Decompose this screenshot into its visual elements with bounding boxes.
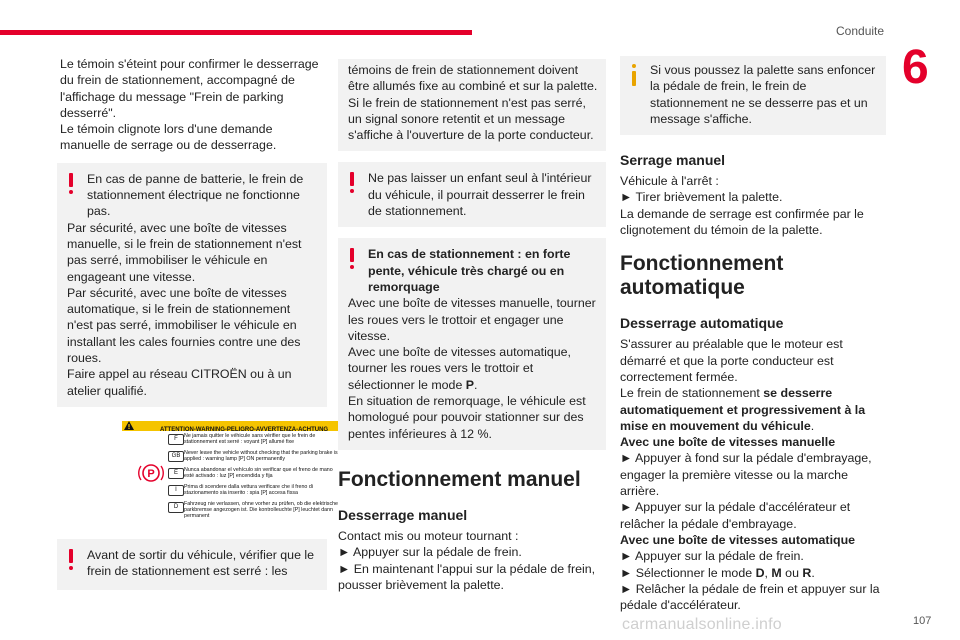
section-heading: Fonctionnement manuel xyxy=(338,467,581,491)
parking-brake-warning-label xyxy=(122,421,344,525)
warning-triangle-icon xyxy=(124,421,134,430)
label-row-text: Ne jamais quitter le véhicule sans vérifier que le frein de stationnement est serré : voyant [P] allumé fixe xyxy=(184,432,316,445)
warning-text: Avec une boîte de vitesses manuelle, tourner les roues vers le trottoir et engager une vitesse. xyxy=(348,296,596,343)
warning-box xyxy=(338,238,606,450)
flag-badge: I xyxy=(168,485,184,496)
flag-badge: F xyxy=(168,434,184,445)
warning-box-continued xyxy=(338,59,606,151)
parking-brake-icon xyxy=(136,461,166,485)
paragraph-bold: Avec une boîte de vitesses automatique xyxy=(620,532,856,547)
label-row-text: Never leave the vehicle without checking that the parking brake is applied : warning lamp [P] ON permanently xyxy=(184,449,338,462)
warning-text: Avant de sortir du véhicule, vérifier que le frein de stationnement est serré : les xyxy=(87,547,315,579)
warning-box xyxy=(57,163,327,407)
warning-box xyxy=(57,539,327,590)
warning-icon xyxy=(69,549,73,569)
column-1 xyxy=(60,56,338,590)
paragraph: Contact mis ou moteur tournant : xyxy=(338,528,519,543)
label-header xyxy=(122,421,344,431)
info-icon xyxy=(632,64,636,86)
warning-text: Par sécurité, avec une boîte de vitesses automatique, si le frein de stationnement n'est pas serré, immobiliser le véhicule en installant les cales fournies contre une des roues. xyxy=(67,285,301,366)
page-number: 107 xyxy=(913,615,932,627)
warning-icon xyxy=(69,173,73,193)
paragraph: ► Sélectionner le mode D, M ou R. xyxy=(620,565,815,580)
paragraph: ► Appuyer sur la pédale de frein. xyxy=(620,549,804,564)
warning-text: Ne pas laisser un enfant seul à l'intérieur du véhicule, il pourrait desserrer le frein de stationnement. xyxy=(368,171,592,219)
label-row-text: Fahrzeug nie verlassen, ohne vorher zu prüfen, ob die elektrische parkbremse angezogen ist. Die kontrolleuchte [P] leuchtet dann permanent xyxy=(184,500,338,519)
subsection-heading: Serrage manuel xyxy=(620,152,726,169)
warning-text: Avec une boîte de vitesses automatique, tourner les roues vers le trottoir et sélectionner le mode P. xyxy=(348,345,571,392)
flag-badge: D xyxy=(168,502,184,513)
paragraph: Véhicule à l'arrêt : xyxy=(620,174,719,189)
info-text: Si vous poussez la palette sans enfoncer la pédale de frein, le frein de stationnement ne se desserre pas et un message s'affiche. xyxy=(650,63,876,126)
label-row-text: Nunca abandonar el vehículo sin verificar que el freno de mano esté activado : luz [P] encendida y fija xyxy=(184,466,333,479)
paragraph: ► Tirer brièvement la palette. xyxy=(620,190,783,205)
section-title: Conduite xyxy=(836,24,885,38)
flag-badge: GB xyxy=(168,451,184,462)
label-header-text: ATTENTION-WARNING-PELIGRO-AVVERTENZA-ACHTUNG xyxy=(160,426,329,433)
paragraph-bold: Avec une boîte de vitesses manuelle xyxy=(620,435,836,450)
label-row-text: Prima di scendere dalla vettura verificare che il freno di stazionamento sia inserito : spia [P] accesa fissa xyxy=(184,483,313,496)
warning-text: En situation de remorquage, le véhicule est homologué pour pouvoir stationner sur des pentes inférieures à 12 %. xyxy=(348,394,586,441)
paragraph: ► Appuyer à fond sur la pédale d'embrayage, engager la première vitesse ou la marche arrière. xyxy=(620,451,872,499)
warning-text: En cas de panne de batterie, le frein de stationnement électrique ne fonctionne pas. xyxy=(87,171,304,219)
flag-badge: E xyxy=(168,468,184,479)
subsection-heading: Desserrage automatique xyxy=(620,315,784,332)
chapter-number: 6 xyxy=(902,41,929,94)
paragraph: ► Relâcher la pédale de frein et appuyer sur la pédale d'accélérateur. xyxy=(620,581,880,613)
warning-text: témoins de frein de stationnement doivent être allumés fixe au combiné et sur la palette. Si le frein de stationnement n'est pas serré, un signal sonore retentit et un message s'affiche à l'ouverture de la porte conducteur. xyxy=(348,63,598,143)
paragraph: Le témoin s'éteint pour confirmer le desserrage du frein de stationnement, accompagné de l'affichage du message "Frein de parking desserré". xyxy=(60,57,319,120)
subsection-heading: Desserrage manuel xyxy=(338,506,468,523)
warning-icon xyxy=(350,248,354,268)
column-2 xyxy=(338,59,606,593)
paragraph: La demande de serrage est confirmée par le clignotement du témoin de la palette. xyxy=(620,206,864,238)
info-box xyxy=(620,56,886,135)
warning-title: En cas de stationnement : en forte pente, véhicule très chargé ou en remorquage xyxy=(368,247,571,294)
header-accent-bar xyxy=(0,30,472,35)
paragraph: ► Appuyer sur la pédale de frein. xyxy=(338,545,522,560)
column-3 xyxy=(620,56,888,613)
svg-text:P: P xyxy=(147,467,155,480)
warning-icon xyxy=(350,172,354,192)
paragraph: S'assurer au préalable que le moteur est démarré et que la porte conducteur est correctement fermée. xyxy=(620,337,843,384)
section-heading: Fonctionnement automatique xyxy=(620,252,784,300)
warning-box xyxy=(338,162,606,227)
paragraph: Le frein de stationnement se desserre automatiquement et progressivement à la mise en mouvement du véhicule. xyxy=(620,386,866,433)
paragraph: ► En maintenant l'appui sur la pédale de frein, pousser brièvement la palette. xyxy=(338,561,596,592)
warning-text: Par sécurité, avec une boîte de vitesses manuelle, si le frein de stationnement n'est pas serré, immobiliser le véhicule en engageant une vitesse. xyxy=(67,220,302,284)
watermark: carmanualsonline.info xyxy=(622,616,782,633)
warning-text: Faire appel au réseau CITROËN ou à un atelier qualifié. xyxy=(67,367,292,398)
paragraph: ► Appuyer sur la pédale d'accélérateur et relâcher la pédale d'embrayage. xyxy=(620,500,851,531)
paragraph: Le témoin clignote lors d'une demande manuelle de serrage ou de desserrage. xyxy=(60,122,277,153)
